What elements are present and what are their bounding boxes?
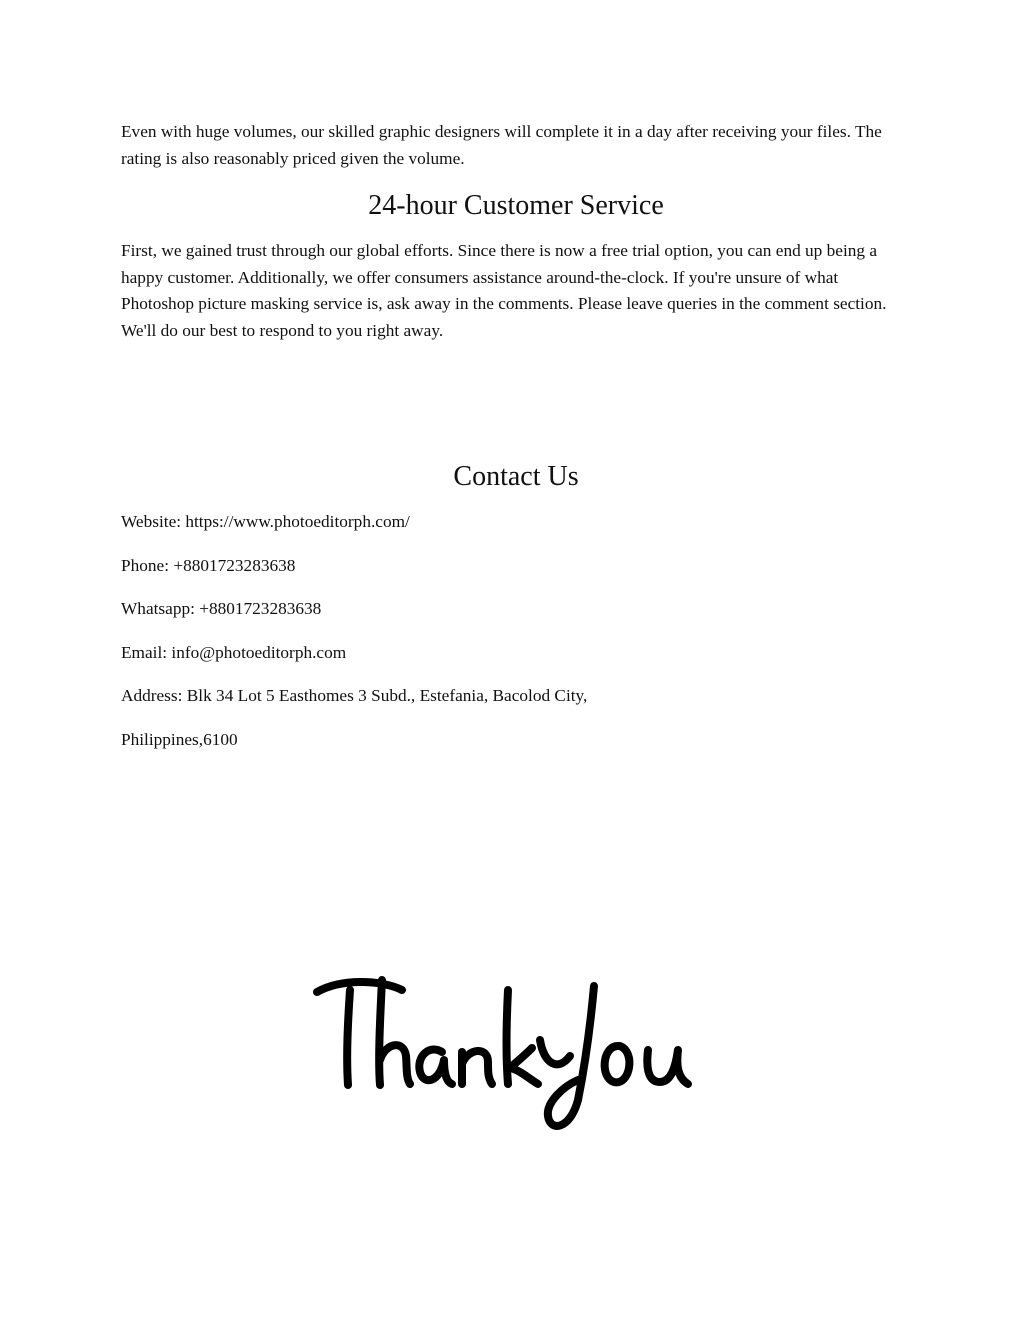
contact-email: Email: info@photoeditorph.com <box>121 642 347 662</box>
thank-you-script-image <box>302 960 722 1160</box>
contact-address-line-2: Philippines,6100 <box>121 729 238 749</box>
contact-phone: Phone: +8801723283638 <box>121 555 296 575</box>
customer-service-paragraph: First, we gained trust through our global efforts. Since there is now a free trial option, you can end up being a happy customer. Additionally, we offer consumers assistance around-the-clock. If you're unsure of what Photoshop picture masking service is, ask away in the comments. Please leave queries in the comment section. We'll do our best to respond to you right away. <box>121 241 887 340</box>
document-page <box>121 119 911 770</box>
contact-website: Website: https://www.photoeditorph.com/ <box>121 512 410 531</box>
contact-address-line-1: Address: Blk 34 Lot 5 Easthomes 3 Subd., Estefania, Bacolod City, <box>121 686 588 705</box>
intro-paragraph: Even with huge volumes, our skilled graphic designers will complete it in a day after receiving your files. The rating is also reasonably priced given the volume. <box>121 122 882 168</box>
customer-service-heading: 24-hour Customer Service <box>368 190 664 221</box>
thank-you-lettering <box>0 960 1024 1160</box>
contact-us-heading: Contact Us <box>453 461 579 492</box>
contact-details <box>121 509 911 753</box>
contact-whatsapp: Whatsapp: +8801723283638 <box>121 599 322 618</box>
